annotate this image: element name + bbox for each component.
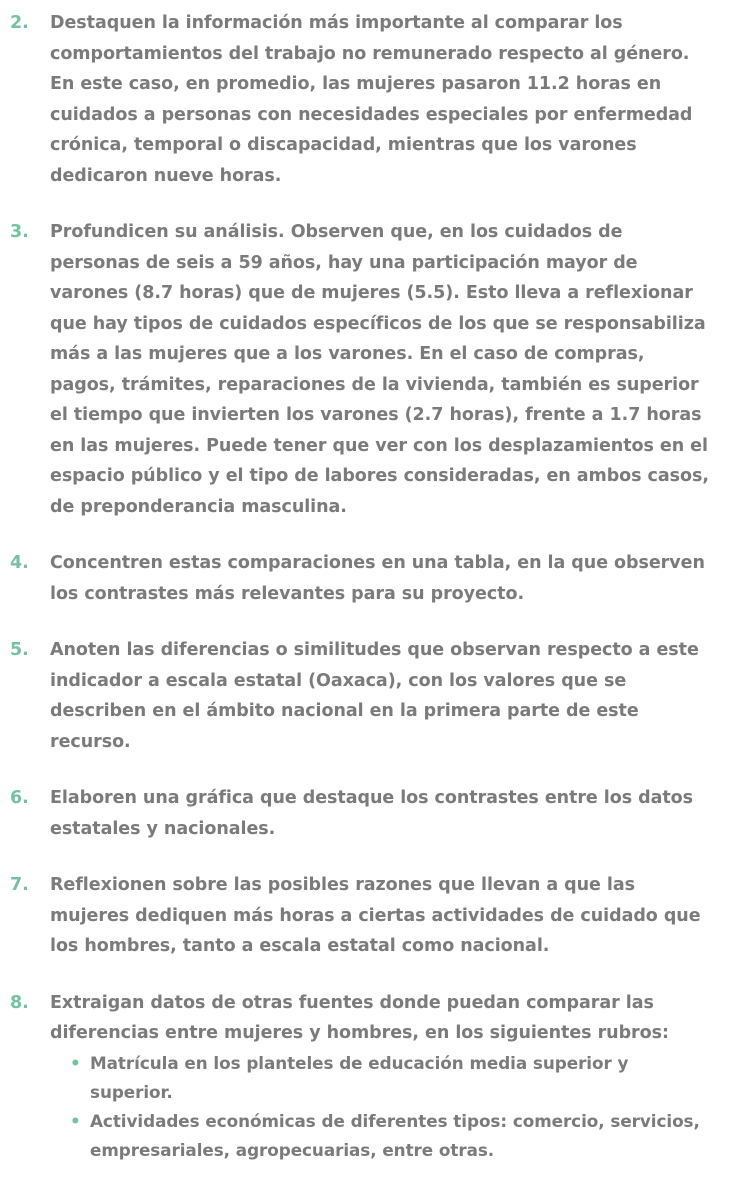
bullet-icon: • <box>70 1052 81 1073</box>
list-item <box>68 1049 709 1107</box>
list-item-number: 3. <box>10 222 29 242</box>
list-item-body <box>50 217 709 522</box>
list-item-number: 8. <box>10 992 29 1013</box>
list-item <box>6 988 709 1165</box>
list-item-text: Profundicen su análisis. Observen que, en los cuidados de personas de seis a 59 años, hay una participación mayor de varones (8.7 horas) que de mujeres (5.5). Esto lleva a reflexionar que hay tipos de cuidados específicos de los que se responsabiliza más a las mujeres que a los varones. En el caso de compras, pagos, trámites, reparaciones de la vivienda, también es superior el tiempo que invierten los varones (2.7 horas), frente a 1.7 horas en las mujeres. Puede tener que ver con los desplazamientos en el espacio público y el tipo de labores consideradas, en ambos casos, de preponderancia masculina. <box>50 222 709 517</box>
list-item-text: Reflexionen sobre las posibles razones que llevan a que las mujeres dediquen más horas a ciertas actividades de cuidado que los hombres, tanto a escala estatal como nacional. <box>50 875 701 956</box>
list-item-text: Anoten las diferencias o similitudes que observan respecto a este indicador a escala estatal (Oaxaca), con los valores que se describen en el ámbito nacional en la primera parte de este recurso. <box>50 640 699 752</box>
list-item <box>6 783 709 844</box>
list-item <box>6 548 709 609</box>
list-item-number: 4. <box>10 553 29 573</box>
list-item-text: Concentren estas comparaciones en una tabla, en la que observen los contrastes más relevantes para su proyecto. <box>50 553 705 604</box>
list-item-body <box>50 783 709 844</box>
list-item-body <box>50 988 709 1165</box>
sub-bullet-list <box>50 1049 709 1165</box>
list-item-body <box>50 8 709 191</box>
bullet-text: Actividades económicas de diferentes tipos: comercio, servicios, empresariales, agropecuarias, entre otras. <box>90 1110 700 1160</box>
list-item-number: 7. <box>10 875 29 895</box>
list-item-number: 5. <box>10 640 29 660</box>
list-item <box>6 8 709 191</box>
list-item-body <box>50 548 709 609</box>
list-item-number: 6. <box>10 788 29 808</box>
list-item-body <box>50 870 709 962</box>
list-item <box>6 870 709 962</box>
list-item-text: Elaboren una gráfica que destaque los contrastes entre los datos estatales y nacionales. <box>50 788 694 839</box>
list-item-text: Destaquen la información más importante al comparar los comportamientos del trabajo no remunerado respecto al género. En este caso, en promedio, las mujeres pasaron 11.2 horas en cuidados a personas con necesidades especiales por enfermedad crónica, temporal o discapacidad, mientras que los varones dedicaron nueve horas. <box>50 13 693 186</box>
list-item <box>6 217 709 522</box>
list-item <box>6 635 709 757</box>
list-item-number: 2. <box>10 13 29 33</box>
list-item-body <box>50 635 709 757</box>
bullet-icon: • <box>70 1110 81 1131</box>
list-item-text: Extraigan datos de otras fuentes donde puedan comparar las diferencias entre mujeres y hombres, en los siguientes rubros: <box>50 992 669 1043</box>
list-item <box>68 1107 709 1165</box>
bullet-text: Matrícula en los planteles de educación media superior y superior. <box>90 1052 629 1102</box>
